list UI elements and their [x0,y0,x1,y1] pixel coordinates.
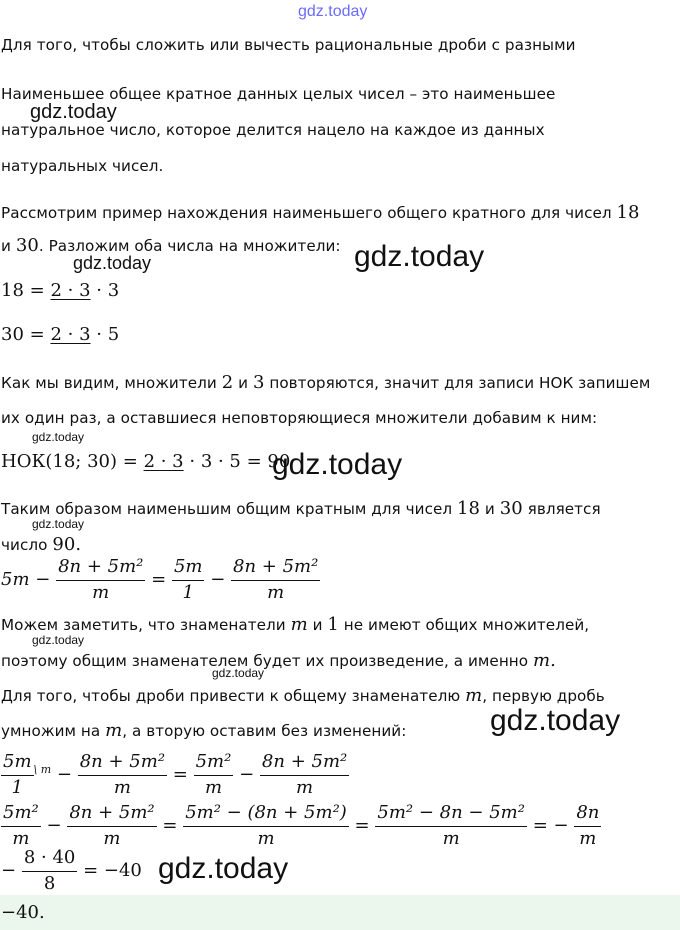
paragraph: натуральных чисел. [1,157,164,175]
watermark: gdz.today [73,253,152,273]
watermark: gdz.today [212,666,265,680]
watermark: gdz.today [32,633,85,647]
paragraph: Наименьшее общее кратное данных целых чисел – это наименьшее [1,85,556,103]
paragraph: Для того, чтобы сложить или вычесть рациональные дроби с разными [1,36,576,54]
watermark: gdz.today [354,240,485,273]
equation-fraction-1: 5m − $\frac{\text{8n + 5m²}}{m}$ = $\frac{5m}{1}$ − $\frac{\text{8n + 5m²}}{m}$ [1,556,319,603]
paragraph: и 30. Разложим оба числа на множители: [1,235,341,256]
paragraph: их один раз, а оставшиеся неповторяющиеся множители добавим к ним: [1,409,598,427]
paragraph: число 90. [1,534,82,555]
paragraph: умножим на m, а вторую оставим без изменений: [1,720,407,741]
paragraph: Рассмотрим пример нахождения наименьшего общего кратного для чисел 18 [1,202,640,223]
equation-fraction-3: $\frac{\text{5m²}}{m}$ − $\frac{\text{8n + 5m²}}{m}$ = $\frac{\text{5m² − (8n + 5m²)}}{m}$ = $\frac{\text{5m² − 8n − 5m²}}{m}$ = − $\frac{8n}{m}$ [3,802,600,849]
paragraph: Как мы видим, множители 2 и 3 повторяются, значит для записи НОК запишем [1,372,651,393]
watermark: gdz.today [32,517,85,531]
answer-value: −40. [1,902,45,923]
answer-highlight [0,895,680,930]
equation-18: 18 = 2 · 3 · 3 [1,280,120,301]
watermark: gdz.today [30,101,117,123]
paragraph: натуральное число, которое делится нацело на каждое из данных [1,121,545,139]
paragraph: поэтому общим знаменателем будет их произведение, а именно m. [1,650,556,671]
watermark: gdz.today [32,430,85,444]
paragraph: Для того, чтобы дроби привести к общему знаменателю m, первую дробь [1,685,605,706]
equation-30: 30 = 2 · 3 · 5 [1,324,120,345]
paragraph: Таким образом наименьшим общим кратным для чисел 18 и 30 является [1,498,601,519]
equation-fraction-2: $\frac{5m}{1}$ $^{\backslash m}$ − $\frac{\text{8n + 5m²}}{m}$ = $\frac{\text{5m²}}{m}$ − $\frac{\text{8n + 5m²}}{m}$ [3,751,348,798]
watermark: gdz.today [490,704,621,737]
watermark: gdz.today [272,448,403,481]
paragraph: Можем заметить, что знаменатели m и 1 не имеют общих множителей, [1,614,590,635]
equation-lcm: НОК(18; 30) = 2 · 3 · 3 · 5 = 90 [1,451,291,472]
equation-result: − $\frac{8 \cdot 40}{8}$ = −40 [1,847,142,894]
watermark: gdz.today [158,852,289,885]
watermark-top: gdz.today [298,3,368,20]
